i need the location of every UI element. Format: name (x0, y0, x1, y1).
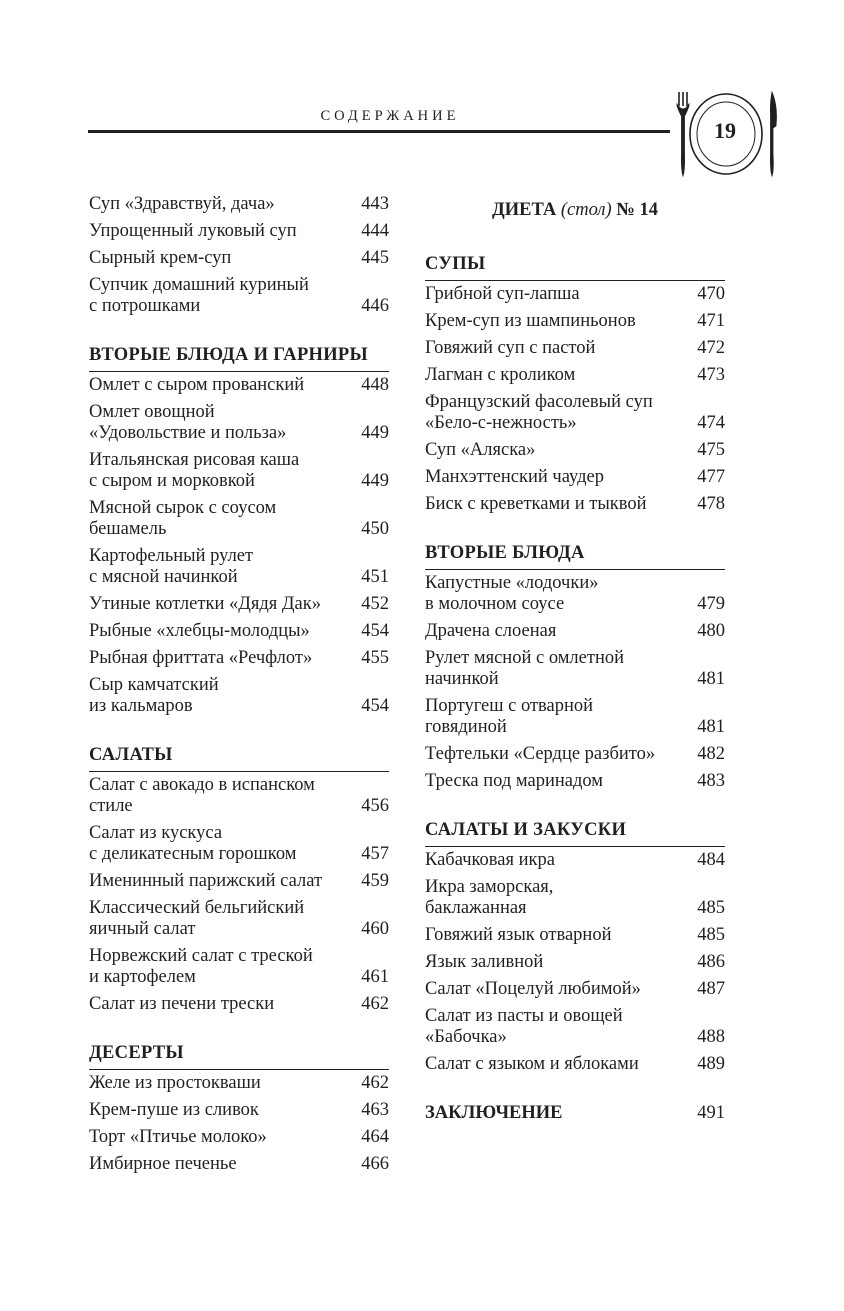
toc-entry-page: 464 (361, 1127, 389, 1147)
toc-section-title[interactable]: СУПЫ (425, 232, 725, 281)
toc-entry-title-line: Биск с креветками и тыквой (425, 494, 647, 514)
toc-entry-title-line: Салат «Поцелуй любимой» (425, 979, 641, 999)
toc-section (89, 323, 389, 717)
toc-entry-page: 466 (361, 1154, 389, 1174)
toc-entry-title-line: Салат из печени трески (89, 994, 275, 1014)
diet-heading (425, 194, 725, 232)
toc-entry-title-line: Салат с авокадо в испанском (89, 775, 315, 795)
toc-entry-page: 483 (697, 771, 725, 791)
toc-entry-title (89, 546, 357, 588)
toc-entry[interactable] (89, 375, 389, 396)
toc-entry-title-line: Имбирное печенье (89, 1154, 237, 1174)
header-rule (88, 130, 670, 133)
toc-entry-title-line: Мясной сырок с соусом (89, 498, 277, 518)
toc-entry-title-line: Омлет с сыром прованский (89, 375, 305, 395)
toc-entry-title-line: Язык заливной (425, 952, 544, 972)
toc-entry[interactable] (425, 1006, 725, 1048)
toc-entry[interactable] (89, 898, 389, 940)
toc-entry-title-line: Лагман с кроликом (425, 365, 576, 385)
toc-entry-page: 454 (361, 696, 389, 716)
toc-entry[interactable] (89, 1127, 389, 1148)
toc-entry-title-line: Драчена слоеная (425, 621, 557, 641)
toc-left-sections (89, 323, 389, 1175)
toc-entry-title (425, 877, 693, 919)
toc-entry-title-line: Салат с языком и яблоками (425, 1054, 639, 1074)
toc-entry-title-line: яичный салат (89, 919, 196, 939)
toc-entry-title (425, 338, 693, 359)
toc-entry-title (425, 979, 693, 1000)
toc-entry-title (89, 498, 357, 540)
toc-entry-title (425, 850, 693, 871)
toc-entry[interactable] (425, 392, 725, 434)
toc-entry[interactable] (89, 221, 389, 242)
toc-entry-page: 470 (697, 284, 725, 304)
knife-icon (770, 92, 776, 176)
toc-entry[interactable] (89, 498, 389, 540)
toc-entry-title (89, 594, 357, 615)
toc-entry-page: 455 (361, 648, 389, 668)
toc-entry-page: 478 (697, 494, 725, 514)
toc-entry-title (89, 1073, 357, 1094)
toc-entry-page: 475 (697, 440, 725, 460)
toc-entry[interactable] (425, 696, 725, 738)
toc-entry-title-line: Капустные «лодочки» (425, 573, 599, 593)
toc-entry-title-line: Крем-суп из шампиньонов (425, 311, 636, 331)
toc-entry[interactable] (425, 925, 725, 946)
toc-entry-title-line: Кабачковая икра (425, 850, 555, 870)
toc-entry[interactable] (425, 440, 725, 461)
toc-entry-page: 443 (361, 194, 389, 214)
toc-entry[interactable] (425, 648, 725, 690)
toc-entry-page: 461 (361, 967, 389, 987)
toc-entry-page: 471 (697, 311, 725, 331)
toc-entry-title-line: Рулет мясной с омлетной (425, 648, 625, 668)
toc-entry-page: 485 (697, 925, 725, 945)
toc-entry-title-line: Супчик домашний куриный (89, 275, 309, 295)
toc-entry-title-line: Утиные котлетки «Дядя Дак» (89, 594, 321, 614)
final-section-title: ЗАКЛЮЧЕНИЕ (425, 1103, 563, 1123)
toc-entry[interactable] (89, 648, 389, 669)
toc-entry-page: 481 (697, 669, 725, 689)
toc-entry[interactable] (89, 1154, 389, 1175)
toc-entry-title (89, 994, 357, 1015)
toc-entry-title (425, 440, 693, 461)
toc-entry-title-line: с потрошками (89, 296, 201, 316)
toc-entry-title-line: Салат из кускуса (89, 823, 223, 843)
toc-entry[interactable] (89, 675, 389, 717)
toc-entry-page: 489 (697, 1054, 725, 1074)
toc-entry[interactable] (89, 194, 389, 215)
toc-entry-title-line: «Удовольствие и польза» (89, 423, 287, 443)
toc-entry-title (89, 621, 357, 642)
toc-entry-title-line: с деликатесным горошком (89, 844, 297, 864)
toc-entry-page: 485 (697, 898, 725, 918)
toc-right-column (425, 194, 725, 1127)
toc-left-top-entries (89, 194, 389, 317)
diet-heading-suffix: № 14 (616, 200, 658, 220)
toc-entry[interactable] (89, 946, 389, 988)
toc-entry-page: 482 (697, 744, 725, 764)
toc-entry-title-line: Норвежский салат с треской (89, 946, 313, 966)
toc-entry[interactable] (425, 284, 725, 305)
toc-section (425, 798, 725, 1075)
toc-entry-title-line: Говяжий язык отварной (425, 925, 612, 945)
toc-entry[interactable] (89, 1100, 389, 1121)
toc-entry-title-line: Грибной суп-лапша (425, 284, 580, 304)
toc-entry-page: 488 (697, 1027, 725, 1047)
toc-entry[interactable] (89, 248, 389, 269)
toc-entry-page: 449 (361, 423, 389, 443)
toc-entry-title-line: бешамель (89, 519, 167, 539)
toc-entry-title (425, 696, 693, 738)
toc-entry-title-line: Сырный крем-суп (89, 248, 232, 268)
toc-section-title[interactable]: ДЕСЕРТЫ (89, 1021, 389, 1070)
toc-entry-page: 484 (697, 850, 725, 870)
toc-entry-page: 459 (361, 871, 389, 891)
fork-icon (677, 92, 689, 176)
toc-entry-title (425, 744, 693, 765)
toc-entry-title (425, 1054, 693, 1075)
toc-entry-title (89, 871, 357, 892)
toc-entry-page: 487 (697, 979, 725, 999)
toc-entry[interactable] (425, 952, 725, 973)
toc-entry-title-line: Тефтельки «Сердце разбито» (425, 744, 656, 764)
diet-heading-italic: (стол) (560, 200, 612, 220)
toc-entry-title-line: стиле (89, 796, 133, 816)
toc-entry-page: 477 (697, 467, 725, 487)
toc-entry-page: 473 (697, 365, 725, 385)
toc-entry[interactable] (425, 744, 725, 765)
toc-entry[interactable] (89, 275, 389, 317)
toc-entry-title-line: начинкой (425, 669, 499, 689)
toc-entry-title-line: Салат из пасты и овощей (425, 1006, 623, 1026)
toc-section (425, 232, 725, 515)
toc-entry-title-line: Упрощенный луковый суп (89, 221, 297, 241)
toc-entry-title (425, 284, 693, 305)
toc-entry-page: 457 (361, 844, 389, 864)
toc-entry[interactable] (425, 365, 725, 386)
toc-entry[interactable] (425, 1054, 725, 1075)
toc-entry-title-line: баклажанная (425, 898, 527, 918)
toc-section (89, 1021, 389, 1175)
final-section-page: 491 (697, 1103, 725, 1123)
toc-entry-title-line: Классический бельгийский (89, 898, 305, 918)
toc-entry-title-line: Торт «Птичье молоко» (89, 1127, 267, 1147)
toc-entry[interactable] (89, 546, 389, 588)
toc-entry-page: 479 (697, 594, 725, 614)
toc-entry-title (425, 573, 693, 615)
toc-entry[interactable] (89, 621, 389, 642)
toc-entry-title (425, 467, 693, 488)
toc-entry[interactable] (89, 871, 389, 892)
toc-entry[interactable] (89, 1073, 389, 1094)
toc-entry-title (425, 392, 693, 434)
toc-entry-page: 462 (361, 1073, 389, 1093)
toc-entry-title (89, 450, 357, 492)
toc-entry-title-line: Итальянская рисовая каша (89, 450, 300, 470)
toc-entry[interactable] (425, 621, 725, 642)
toc-section-title[interactable]: САЛАТЫ (89, 723, 389, 772)
toc-entry-title (425, 952, 693, 973)
toc-entry-title-line: Именинный парижский салат (89, 871, 323, 891)
toc-entry-title-line: в молочном соусе (425, 594, 565, 614)
toc-section (425, 521, 725, 792)
toc-entry-title (425, 365, 693, 386)
toc-entry-page: 450 (361, 519, 389, 539)
toc-entry-title-line: Рыбные «хлебцы-молодцы» (89, 621, 310, 641)
toc-entry[interactable] (425, 467, 725, 488)
toc-entry-page: 463 (361, 1100, 389, 1120)
toc-section-title[interactable]: ВТОРЫЕ БЛЮДА (425, 521, 725, 570)
toc-entry-title-line: Говяжий суп с пастой (425, 338, 596, 358)
toc-entry-title (89, 1127, 357, 1148)
toc-section-title[interactable]: ВТОРЫЕ БЛЮДА И ГАРНИРЫ (89, 323, 389, 372)
toc-entry-title-line: с мясной начинкой (89, 567, 238, 587)
toc-entry-page: 451 (361, 567, 389, 587)
toc-entry-page: 444 (361, 221, 389, 241)
toc-entry-title (89, 375, 357, 396)
toc-entry-title (89, 675, 357, 717)
running-header-title: СОДЕРЖАНИЕ (320, 108, 460, 124)
toc-entry[interactable] (89, 775, 389, 817)
toc-entry-page: 452 (361, 594, 389, 614)
toc-entry-title-line: «Бабочка» (425, 1027, 507, 1047)
toc-entry-title (425, 311, 693, 332)
toc-entry-title (89, 275, 357, 317)
toc-entry-title-line: Суп «Здравствуй, дача» (89, 194, 275, 214)
toc-entry-title (89, 946, 357, 988)
toc-section (89, 723, 389, 1015)
toc-entry-title-line: Манхэттенский чаудер (425, 467, 604, 487)
toc-entry-page: 454 (361, 621, 389, 641)
toc-entry-title (89, 1100, 357, 1121)
toc-entry-title-line: Треска под маринадом (425, 771, 603, 791)
toc-entry-title (425, 925, 693, 946)
toc-entry-title (89, 823, 357, 865)
toc-left-column (89, 194, 389, 1181)
toc-entry[interactable] (89, 594, 389, 615)
toc-entry[interactable] (425, 573, 725, 615)
toc-entry-title-line: Картофельный рулет (89, 546, 254, 566)
toc-entry-title-line: говядиной (425, 717, 507, 737)
toc-entry-title-line: из кальмаров (89, 696, 193, 716)
toc-entry[interactable] (425, 877, 725, 919)
toc-entry-title (89, 1154, 357, 1175)
toc-entry-title (425, 1006, 693, 1048)
toc-entry-page: 481 (697, 717, 725, 737)
toc-entry-page: 462 (361, 994, 389, 1014)
toc-entry-title (89, 898, 357, 940)
toc-right-sections (425, 232, 725, 1075)
toc-entry-title (425, 494, 693, 515)
toc-entry-title (425, 648, 693, 690)
toc-entry[interactable] (89, 823, 389, 865)
toc-entry-page: 474 (697, 413, 725, 433)
toc-entry-title-line: Икра заморская, (425, 877, 554, 897)
toc-entry-page: 448 (361, 375, 389, 395)
toc-entry-title-line: Суп «Аляска» (425, 440, 536, 460)
toc-entry[interactable] (425, 494, 725, 515)
toc-entry-title-line: Омлет овощной (89, 402, 215, 422)
toc-entry-page: 472 (697, 338, 725, 358)
toc-entry-title (89, 194, 357, 215)
toc-entry-page: 456 (361, 796, 389, 816)
toc-entry[interactable] (425, 979, 725, 1000)
toc-entry[interactable] (425, 311, 725, 332)
toc-entry[interactable] (89, 450, 389, 492)
toc-entry[interactable] (425, 338, 725, 359)
toc-entry-title (89, 648, 357, 669)
toc-entry-title (89, 775, 357, 817)
toc-entry-title-line: «Бело-с-нежность» (425, 413, 577, 433)
toc-entry[interactable] (89, 994, 389, 1015)
toc-entry-title-line: Португеш с отварной (425, 696, 594, 716)
toc-section-title[interactable]: САЛАТЫ И ЗАКУСКИ (425, 798, 725, 847)
toc-entry-title-line: Сыр камчатский (89, 675, 219, 695)
toc-entry-title-line: Французский фасолевый суп (425, 392, 653, 412)
toc-entry-title-line: с сыром и морковкой (89, 471, 255, 491)
toc-entry[interactable] (425, 850, 725, 871)
page-number: 19 (714, 118, 736, 143)
toc-entry-page: 445 (361, 248, 389, 268)
toc-entry-title (89, 402, 357, 444)
toc-entry[interactable] (425, 771, 725, 792)
toc-entry-page: 480 (697, 621, 725, 641)
toc-entry-title (89, 248, 357, 269)
toc-entry[interactable] (89, 402, 389, 444)
toc-entry-title-line: Желе из простокваши (89, 1073, 261, 1093)
diet-heading-prefix: ДИЕТА (492, 200, 557, 220)
toc-entry-page: 460 (361, 919, 389, 939)
toc-entry-title (425, 621, 693, 642)
toc-entry-title-line: Рыбная фриттата «Речфлот» (89, 648, 313, 668)
toc-entry-title (89, 221, 357, 242)
toc-entry-page: 486 (697, 952, 725, 972)
toc-entry-title-line: и картофелем (89, 967, 196, 987)
toc-entry-title-line: Крем-пуше из сливок (89, 1100, 259, 1120)
toc-entry-page: 449 (361, 471, 389, 491)
toc-final-section[interactable] (425, 1081, 725, 1127)
toc-entry-title (425, 771, 693, 792)
toc-entry-page: 446 (361, 296, 389, 316)
